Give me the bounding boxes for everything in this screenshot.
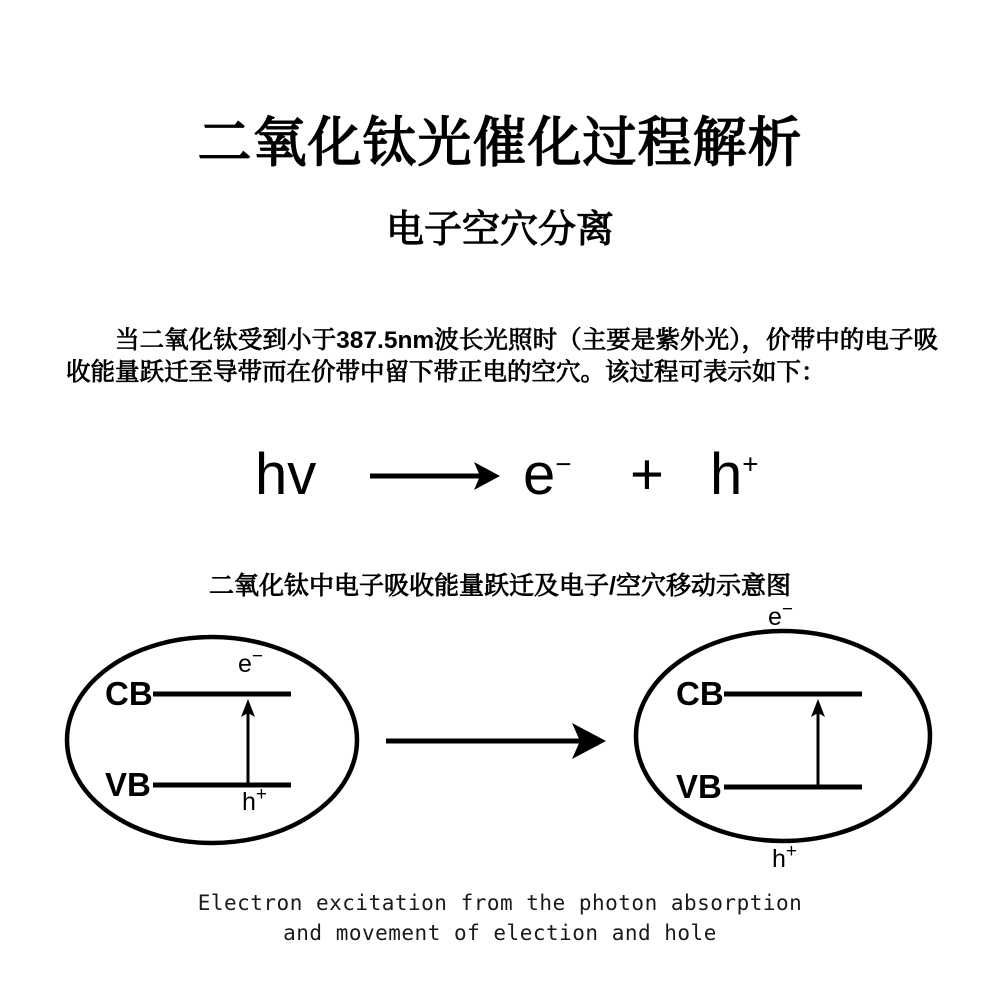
right-excitation-arrow-icon xyxy=(811,699,825,787)
equation-product-hole xyxy=(710,442,759,507)
left-excitation-arrow-icon xyxy=(241,699,255,785)
right-particle-ellipse xyxy=(636,631,930,841)
equation-product-electron xyxy=(523,442,572,507)
electron-symbol: e xyxy=(523,442,556,507)
right-valence-band-label: VB xyxy=(676,768,722,805)
page-title: 二氧化钛光催化过程解析 xyxy=(197,113,803,174)
left-conduction-band-label: CB xyxy=(105,675,153,712)
left-electron-label: e− xyxy=(238,646,264,678)
band-diagram xyxy=(0,595,1000,885)
left-hole-label: h+ xyxy=(242,784,268,816)
arrow-right-icon xyxy=(370,454,500,498)
right-electron-label: e− xyxy=(768,599,794,631)
figure-caption-english xyxy=(0,888,1000,949)
equation-reactant-hv: hv xyxy=(255,442,317,507)
left-valence-band-label: VB xyxy=(105,766,151,803)
body-paragraph: 当二氧化钛受到小于387.5nm波长光照时（主要是紫外光），价带中的电子吸收能量跃迁至导带而在价带中留下带正电的空穴。该过程可表示如下： xyxy=(66,326,938,387)
figure-caption-english-line2: and movement of election and hole xyxy=(283,921,717,946)
hole-symbol: h xyxy=(710,442,743,507)
right-particle-group xyxy=(636,599,930,873)
left-particle-group xyxy=(67,637,357,843)
page-subtitle: 电子空穴分离 xyxy=(385,208,614,251)
figure-caption-english-line1: Electron excitation from the photon absorption xyxy=(197,891,803,915)
figure-caption-chinese: 二氧化钛中电子吸收能量跃迁及电子/空穴移动示意图 xyxy=(209,572,791,600)
equation-plus-operator: + xyxy=(630,442,664,507)
right-conduction-band-label: CB xyxy=(676,675,724,712)
right-hole-label: h+ xyxy=(772,841,798,873)
hole-charge-sign: + xyxy=(742,448,759,480)
electron-charge-sign: − xyxy=(555,448,572,480)
photo-excitation-equation xyxy=(0,424,1000,524)
left-particle-ellipse xyxy=(67,637,357,843)
transition-arrow-icon xyxy=(386,723,606,759)
